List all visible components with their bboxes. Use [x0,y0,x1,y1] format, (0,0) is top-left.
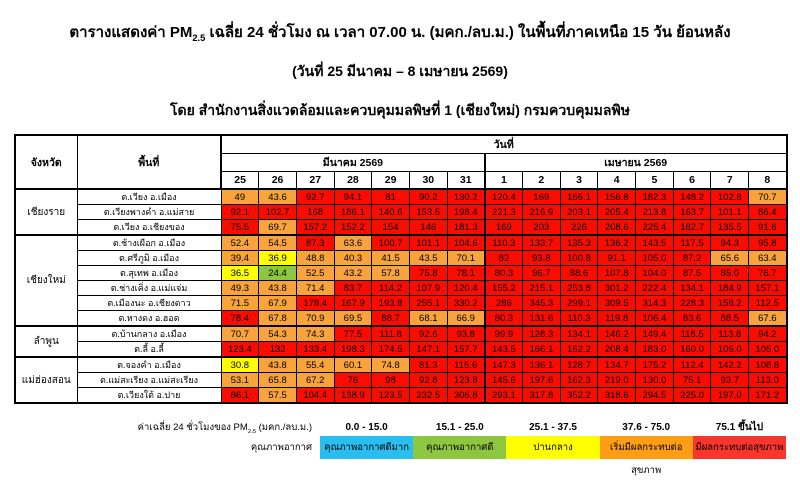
value-cell: 93.8 [447,326,485,342]
value-cell: 65.6 [711,251,749,266]
value-cell: 43.6 [259,189,297,205]
value-cell: 57.8 [372,266,410,281]
day-header: 1 [485,172,523,190]
value-cell: 205.4 [598,205,636,220]
value-cell: 74.8 [372,357,410,373]
value-cell: 118.5 [673,326,711,342]
value-cell: 134.1 [560,326,598,342]
value-cell: 309.5 [598,296,636,311]
value-cell: 104.6 [447,235,485,251]
value-cell: 39.4 [221,251,259,266]
value-cell: 43.5 [409,251,447,266]
value-cell: 132 [259,342,297,358]
value-cell: 352.2 [560,388,598,404]
legend-quality-label: คุณภาพอากาศ [250,442,312,453]
area-cell: ต.ช้างเผือก อ.เมือง [77,235,221,251]
table-row [15,251,787,266]
value-cell: 75.1 [673,373,711,388]
value-cell: 133.7 [523,235,561,251]
value-cell: 68.1 [409,311,447,327]
legend-range-label: 25.1 - 37.5 [529,422,577,433]
value-cell: 162.2 [560,342,598,358]
value-cell: 77.5 [334,326,372,342]
value-cell: 138.9 [334,388,372,404]
value-cell: 112.4 [673,357,711,373]
color-scale-legend [30,420,786,476]
value-cell: 213.8 [636,205,674,220]
value-cell: 120.4 [447,281,485,296]
value-cell: 197.0 [711,388,749,404]
legend-measure-label [30,420,320,436]
table-row [15,326,787,342]
value-cell: 146 [409,220,447,236]
value-cell: 181.3 [447,220,485,236]
value-cell: 110.3 [560,311,598,327]
value-cell: 30.8 [221,357,259,373]
value-cell: 92.6 [409,326,447,342]
area-cell: ต.เวียงใต้ อ.ปาย [77,388,221,404]
value-cell: 53.1 [221,373,259,388]
value-cell: 36.9 [259,251,297,266]
value-cell: 100.8 [560,251,598,266]
area-cell: ต.หางดง อ.ฮอด [77,311,221,327]
value-cell: 78.4 [221,311,259,327]
value-cell: 120.4 [485,189,523,205]
value-cell: 69.5 [334,311,372,327]
value-cell: 182.3 [636,189,674,205]
value-cell: 203.1 [560,205,598,220]
value-cell: 71.4 [296,281,334,296]
value-cell: 216.9 [523,205,561,220]
value-cell: 96.7 [523,266,561,281]
value-cell: 101.1 [711,205,749,220]
day-header: 7 [711,172,749,190]
province-cell: ลำพูน [15,326,77,357]
value-cell: 123.5 [372,388,410,404]
value-cell: 86.1 [221,388,259,404]
table-row [15,281,787,296]
title-text-suffix: เฉลี่ย 24 ชั่วโมง ณ เวลา 07.00 น. (มคก./ลบ.ม.) ในพื้นที่ภาคเหนือ 15 วัน ย้อนหลัง [205,24,731,41]
value-cell: 88.5 [711,311,749,327]
value-cell: 94.1 [334,189,372,205]
value-cell: 102.8 [711,189,749,205]
day-header: 30 [409,172,447,190]
value-cell: 153.5 [409,205,447,220]
day-header: 26 [259,172,297,190]
value-cell: 119.8 [598,311,636,327]
value-cell: 197.6 [523,373,561,388]
legend-labels [30,420,320,459]
day-header: 31 [447,172,485,190]
value-cell: 198.4 [447,205,485,220]
legend-color-bar: คุณภาพอากาศดีมาก [320,436,413,459]
value-cell: 147.1 [409,342,447,358]
value-cell: 208.6 [598,220,636,236]
value-cell: 157.2 [296,220,334,236]
month-header: มีนาคม 2569 [221,154,485,172]
value-cell: 106.0 [711,342,749,358]
table-row [15,311,787,327]
value-cell: 184.9 [711,281,749,296]
value-cell: 133.4 [296,342,334,358]
value-cell: 80.3 [485,311,523,327]
date-range-subtitle: (วันที่ 25 มีนาคม – 8 เมษายน 2569) [292,63,508,79]
value-cell: 174.5 [372,342,410,358]
agency-subtitle: โดย สำนักงานสิ่งแวดล้อมและควบคุมมลพิษที่ 1 (เชียงใหม่) กรมควบคุมมลพิษ [170,102,630,118]
area-cell: ต.เวียงพางคำ อ.แม่สาย [77,205,221,220]
legend-pm25-subscript: 2.5 [247,428,256,435]
table-row [15,266,787,281]
value-cell: 107.9 [409,281,447,296]
value-cell: 52.4 [221,235,259,251]
value-cell: 154 [372,220,410,236]
value-cell: 99.9 [485,326,523,342]
value-cell: 157.7 [447,342,485,358]
table-row [15,220,787,236]
value-cell: 155.2 [485,281,523,296]
value-cell: 175.2 [636,357,674,373]
day-header: 8 [749,172,787,190]
value-cell: 162.3 [560,373,598,388]
value-cell: 69.7 [259,220,297,236]
table-body [15,189,787,403]
value-cell: 128.3 [523,326,561,342]
value-cell: 75.5 [221,220,259,236]
value-cell: 152.2 [334,220,372,236]
value-cell: 92.1 [221,205,259,220]
value-cell: 186.1 [334,205,372,220]
legend-segment [693,420,786,459]
value-cell: 215.1 [523,281,561,296]
value-cell: 74.3 [296,326,334,342]
value-cell: 135.5 [711,220,749,236]
value-cell: 91.1 [598,251,636,266]
value-cell: 169 [485,220,523,236]
area-column-header: พื้นที่ [77,135,221,189]
value-cell: 76 [334,373,372,388]
value-cell: 95.8 [749,235,787,251]
value-cell: 91.6 [749,220,787,236]
value-cell: 88.6 [560,266,598,281]
day-header: 2 [523,172,561,190]
day-header: 6 [673,172,711,190]
day-header: 4 [598,172,636,190]
value-cell: 67.2 [296,373,334,388]
value-cell: 105.0 [636,251,674,266]
value-cell: 156.8 [598,189,636,205]
value-cell: 182.7 [673,220,711,236]
title-text: ตารางแสดงค่า PM [69,24,193,41]
value-cell: 167.9 [334,296,372,311]
value-cell: 169 [523,189,561,205]
value-cell: 87.2 [673,251,711,266]
value-cell: 163.7 [673,205,711,220]
value-cell: 108.8 [749,357,787,373]
value-cell: 171.2 [749,388,787,404]
value-cell: 40.3 [334,251,372,266]
value-cell: 98 [372,373,410,388]
value-cell: 117.5 [673,235,711,251]
value-cell: 299.1 [560,296,598,311]
value-cell: 70.7 [221,326,259,342]
table-row [15,189,787,205]
value-cell: 306.8 [447,388,485,404]
value-cell: 87.5 [673,266,711,281]
value-cell: 232.5 [409,388,447,404]
legend-segment [600,420,693,476]
value-cell: 158.2 [711,296,749,311]
table-row [15,342,787,358]
legend-range-label: 75.1 ขึ้นไป [715,422,764,433]
value-cell: 113.0 [749,373,787,388]
value-cell: 183.0 [636,342,674,358]
value-cell: 83.7 [334,281,372,296]
value-cell: 85.0 [711,266,749,281]
value-cell: 36.5 [221,266,259,281]
value-cell: 83.6 [673,311,711,327]
value-cell: 57.5 [259,388,297,404]
value-cell: 106.4 [636,311,674,327]
table-row [15,357,787,373]
value-cell: 66.9 [447,311,485,327]
value-cell: 93.8 [523,251,561,266]
legend-color-bar: คุณภาพอากาศดี [413,436,506,459]
province-cell: เชียงใหม่ [15,235,77,326]
value-cell: 166.1 [560,189,598,205]
value-cell: 149.4 [636,326,674,342]
value-cell: 143.5 [636,235,674,251]
legend-range-label: 0.0 - 15.0 [345,422,388,433]
area-cell: ต.จองคำ อ.เมือง [77,357,221,373]
value-cell: 145.6 [485,373,523,388]
value-cell: 70.9 [296,311,334,327]
value-cell: 142.2 [711,357,749,373]
value-cell: 105.0 [749,342,787,358]
value-cell: 136.1 [523,357,561,373]
value-cell: 87.3 [296,235,334,251]
area-cell: ต.บ้านกลาง อ.เมือง [77,326,221,342]
value-cell: 134.1 [673,281,711,296]
value-cell: 178.4 [296,296,334,311]
value-cell: 314.3 [636,296,674,311]
date-column-header: วันที่ [221,135,787,154]
value-cell: 330.2 [447,296,485,311]
value-cell: 88.7 [372,311,410,327]
legend-range-label: 15.1 - 25.0 [435,422,484,433]
value-cell: 160.0 [673,342,711,358]
value-cell: 294.5 [636,388,674,404]
value-cell: 146.2 [598,326,636,342]
value-cell: 104.0 [636,266,674,281]
value-cell: 203 [523,220,561,236]
day-header: 3 [560,172,598,190]
value-cell: 113.8 [711,326,749,342]
area-cell: ต.ช่างเคิ่ง อ.แม่แจ่ม [77,281,221,296]
area-cell: ต.เวียง อ.เชียงของ [77,220,221,236]
value-cell: 81.3 [409,357,447,373]
value-cell: 225.4 [636,220,674,236]
value-cell: 63.6 [334,235,372,251]
value-cell: 221.3 [485,205,523,220]
table-row [15,373,787,388]
table-row [15,388,787,404]
table-row [15,235,787,251]
day-header: 28 [334,172,372,190]
pm25-table [14,134,788,404]
value-cell: 168 [296,205,334,220]
province-cell: เชียงราย [15,189,77,235]
value-cell: 134.7 [598,357,636,373]
value-cell: 100.7 [372,235,410,251]
value-cell: 219.0 [598,373,636,388]
pm25-subscript: 2.5 [192,33,206,43]
value-cell: 286 [485,296,523,311]
area-cell: ต.เวียง อ.เมือง [77,189,221,205]
value-cell: 24.4 [259,266,297,281]
value-cell: 253.8 [560,281,598,296]
value-cell: 301.2 [598,281,636,296]
day-header: 5 [636,172,674,190]
value-cell: 135.3 [560,235,598,251]
value-cell: 107.8 [598,266,636,281]
value-cell: 131.6 [523,311,561,327]
legend-range-label: 37.6 - 75.0 [622,422,671,433]
table-row [15,296,787,311]
value-cell: 70.7 [749,189,787,205]
value-cell: 193.8 [372,296,410,311]
value-cell: 48.8 [296,251,334,266]
value-cell: 147.3 [485,357,523,373]
value-cell: 90.2 [409,189,447,205]
value-cell: 345.3 [523,296,561,311]
value-cell: 81 [372,189,410,205]
value-cell: 65.8 [259,373,297,388]
value-cell: 114.2 [372,281,410,296]
value-cell: 80.3 [485,266,523,281]
value-cell: 86.4 [749,205,787,220]
area-cell: ต.ลี้ อ.ลี้ [77,342,221,358]
province-cell: แม่ฮ่องสอน [15,357,77,403]
value-cell: 43.8 [259,357,297,373]
value-cell: 67.8 [259,311,297,327]
value-cell: 130.0 [636,373,674,388]
area-cell: ต.ศรีภูมิ อ.เมือง [77,251,221,266]
value-cell: 43.8 [259,281,297,296]
value-cell: 104.4 [296,388,334,404]
value-cell: 94.2 [749,326,787,342]
value-cell: 112.5 [749,296,787,311]
value-cell: 52.5 [296,266,334,281]
value-cell: 94.3 [711,235,749,251]
value-cell: 198.3 [334,342,372,358]
value-cell: 60.1 [334,357,372,373]
value-cell: 54.5 [259,235,297,251]
day-header: 27 [296,172,334,190]
page-title [0,20,800,44]
value-cell: 123.8 [447,373,485,388]
report-titles [0,0,800,122]
value-cell: 293.1 [485,388,523,404]
value-cell: 148.2 [673,189,711,205]
value-cell: 130.2 [447,189,485,205]
value-cell: 111.8 [372,326,410,342]
value-cell: 82 [485,251,523,266]
value-cell: 318.6 [598,388,636,404]
legend-color-bar: เริ่มมีผลกระทบต่อสุขภาพ [600,436,693,459]
value-cell: 63.4 [749,251,787,266]
value-cell: 43.2 [334,266,372,281]
value-cell: 70.1 [447,251,485,266]
value-cell: 54.3 [259,326,297,342]
day-header: 25 [221,172,259,190]
value-cell: 78.1 [447,266,485,281]
value-cell: 123.4 [221,342,259,358]
value-cell: 102.7 [259,205,297,220]
legend-color-bar: มีผลกระทบต่อสุขภาพ [693,436,786,459]
month-header: เมษายน 2569 [485,154,787,172]
value-cell: 255.1 [409,296,447,311]
legend-segment [413,420,506,459]
legend-scale [320,420,786,476]
value-cell: 166.1 [523,342,561,358]
area-cell: ต.สุเทพ อ.เมือง [77,266,221,281]
legend-color-bar: ปานกลาง [506,436,599,459]
value-cell: 140.6 [372,205,410,220]
area-cell: ต.แม่สะเรียง อ.แม่สะเรียง [77,373,221,388]
legend-segment [320,420,413,459]
legend-measure-text: ค่าเฉลี่ย 24 ชั่วโมงของ PM [137,422,248,433]
value-cell: 49 [221,189,259,205]
value-cell: 110.3 [485,235,523,251]
value-cell: 75.8 [409,266,447,281]
value-cell: 222.4 [636,281,674,296]
table-row [15,205,787,220]
value-cell: 41.5 [372,251,410,266]
value-cell: 228.3 [673,296,711,311]
value-cell: 55.4 [296,357,334,373]
value-cell: 101.1 [409,235,447,251]
value-cell: 143.5 [485,342,523,358]
value-cell: 128.7 [560,357,598,373]
value-cell: 317.8 [523,388,561,404]
value-cell: 115.6 [447,357,485,373]
province-column-header: จังหวัด [15,135,77,189]
legend-segment [506,420,599,459]
value-cell: 93.7 [711,373,749,388]
value-cell: 67.6 [749,311,787,327]
value-cell: 92.7 [296,189,334,205]
legend-measure-unit: (มคก./ลบ.ม.) [255,422,312,433]
value-cell: 67.9 [259,296,297,311]
value-cell: 49.3 [221,281,259,296]
area-cell: ต.เมืองนะ อ.เชียงดาว [77,296,221,311]
value-cell: 208.4 [598,342,636,358]
day-header: 29 [372,172,410,190]
value-cell: 92.8 [409,373,447,388]
value-cell: 157.1 [749,281,787,296]
value-cell: 71.5 [221,296,259,311]
value-cell: 76.7 [749,266,787,281]
value-cell: 225.0 [673,388,711,404]
value-cell: 226 [560,220,598,236]
value-cell: 136.2 [598,235,636,251]
